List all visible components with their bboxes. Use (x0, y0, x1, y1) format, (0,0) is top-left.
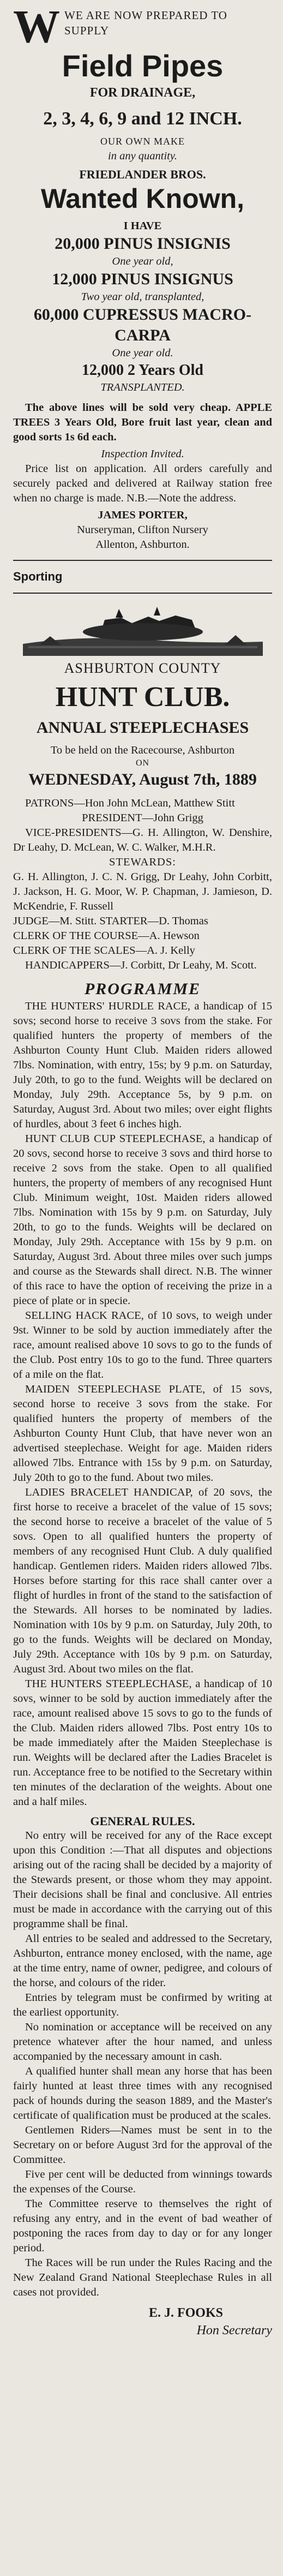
field-pipes-ad (13, 3, 272, 182)
secretary-signature (13, 2304, 272, 2339)
steeplechase-engraving (17, 601, 268, 656)
officials-line: VICE-PRESIDENTS—G. H. Allington, W. Denshire, Dr Leahy, D. McLean, W. C. Walker, M.H.R. (13, 827, 272, 853)
wanted-body: The above lines will be sold very cheap. APPLE TREES 3 Years Old, Bore fruit last year, clean and good sorts 1s 6d each. (13, 402, 272, 443)
officials-line: G. H. Allington, J. C. N. Grigg, Dr Leahy, John Corbitt, J. Jackson, H. G. Moor, W. P. Chapman, J. Jamieson, D. McKendrie, F. Russell (13, 871, 272, 912)
stock-line-2: 12,000 PINUS INSIGNUS (52, 270, 233, 288)
stock-line-8: TRANSPLANTED. (100, 381, 185, 393)
officials-line: PRESIDENT—John Grigg (82, 812, 203, 824)
own-make: OUR OWN MAKE (100, 136, 185, 147)
stock-line-5: CARPA (115, 326, 171, 344)
stock-line-3: Two year old, transplanted, (81, 291, 204, 303)
held-at: To be held on the Racecourse, Ashburton (50, 744, 235, 756)
friedlander-signature: FRIEDLANDER BROS. (79, 168, 206, 181)
hunt-title-1: ASHBURTON COUNTY (64, 660, 221, 676)
programme-item: HUNT CLUB CUP STEEPLECHASE, a handicap of 20 sovs, second horse to receive 3 sovs and third horse to receive 2 sovs from the stake. Open to all qualified hunters, the property of members of any recognised Hunt Club. Minimum weight, 10st. Maiden riders allowed 7lbs. Nomination with 15s by 9 p.m. on Saturday, July 20th, to go to the funds. Weights will be declared on Monday, July 29th. Acceptance with 15s by 9 p.m. on Saturday, August 3rd. About three miles over such jumps and course as the Stewards shall direct. N.B. The winner of this race to have the option of receiving the prize in a piece of plate or in specie. (13, 1133, 272, 1307)
porter-trade: Nurseryman, Clifton Nursery (77, 524, 208, 536)
rule-item: The Races will be run under the Rules Racing and the New Zealand Grand National Steeplechase Rules in all cases not provided. (13, 2257, 272, 2298)
field-pipes-headline: Field Pipes (62, 49, 224, 83)
any-quantity: in any quantity. (108, 150, 177, 162)
signature-name: E. J. FOOKS (148, 2306, 223, 2320)
hunt-title-3: ANNUAL STEEPLECHASES (36, 719, 249, 737)
ad-intro: W WE ARE NOW PREPARED TO SUPPLY (13, 3, 272, 47)
officials-line: HANDICAPPERS—J. Corbitt, Dr Leahy, M. Scott. (25, 959, 257, 971)
divider (13, 593, 272, 594)
rule-item: No entry will be received for any of the Race except upon this Condition :—That all disputes and objections arising out of the racing shall be decided by a majority of the Stewards present, or those whom they may appoint. Their decisions shall be final and conclusive. All entries must be made in accordance with the carrying out of this programme shall be final. (13, 1830, 272, 1930)
stock-line-0: 20,000 PINUS INSIGNIS (55, 235, 231, 253)
rule-item: A qualified hunter shall mean any horse that has been fairly hunted at least three times with any recognised pack of hounds during the season 1889, and the Master's certificate of qualification must be produced at the scales. (13, 2065, 272, 2121)
price-list: Price list on application. All orders carefully and securely packed and delivered at Railway station free when no charge is made. N.B.—Note the address. (13, 463, 272, 504)
rules-title: GENERAL RULES. (90, 1814, 195, 1828)
signature-title: Hon Secretary (196, 2323, 272, 2338)
wanted-known-headline: Wanted Known, (40, 183, 245, 214)
race-date: WEDNESDAY, August 7th, 1889 (28, 770, 257, 788)
rule-item: Entries by telegram must be confirmed by writing at the earliest opportunity. (13, 1992, 272, 2018)
stock-line-7: 12,000 2 Years Old (82, 362, 203, 379)
intro-text: WE ARE NOW PREPARED TO SUPPLY (64, 9, 227, 37)
sporting-section-label: Sporting (13, 570, 63, 583)
officials-line: STEWARDS: (109, 856, 176, 868)
inspection-invited: Inspection Invited. (101, 448, 184, 460)
porter-address: Allenton, Ashburton. (95, 539, 190, 551)
hunt-title-2: HUNT CLUB. (55, 682, 230, 713)
stock-line-6: One year old. (112, 347, 173, 359)
programme-list (13, 999, 272, 1809)
officials-line: PATRONS—Hon John McLean, Matthew Stitt (25, 797, 235, 809)
programme-item: LADIES BRACELET HANDICAP, of 20 sovs, the first horse to receive a bracelet of the value of 15 sovs; the second horse to receive a bracelet of the value of 5 sovs. Open to all qualified hunters the property of members of any recognised Hunt Club. A duly qualified handicap. Gentlemen riders. Maiden riders allowed 7lbs. Horses before starting for this race shall canter over a flight of hurdles in front of the stand to the satisfaction of the Stewards. All horses to be nominated by ladies. Nomination with 10s by 9 p.m. on Saturday, July 20th, to go to the funds. Weights will be declared on Monday, July 29th. Acceptance with 10s by 9 p.m. on Saturday, August 3rd. About two miles on the flat. (13, 1486, 272, 1675)
stock-line-1: One year old, (112, 255, 173, 267)
rule-item: All entries to be sealed and addressed to the Secretary, Ashburton, entrance money enclosed, with the name, age at the time entry, name of owner, pedigree, and colours of the horse, and colours of the rider. (13, 1933, 272, 1989)
programme-item: SELLING HACK RACE, of 10 sovs, to weigh under 9st. Winner to be sold by auction immediately after the race, amount realised above 10 sovs to go to the funds of the Club. Post entry 10s to go to the fund. Three quarters of a mile on the flat. (13, 1310, 272, 1380)
programme-item: THE HUNTERS' HURDLE RACE, a handicap of 15 sovs; second horse to receive 3 sovs from the stake. For qualified hunters the property of members of the Ashburton County Hunt Club. Maiden riders allowed 7lbs. Nomination, with entry, 15s; by 9 p.m. on Saturday, July 20th, to go to the fund. Weights will be declared on Monday, July 29th. Acceptance 5s, by 9 p.m. on Saturday, August 3rd. About two miles; over eight flights of hurdles, about 3 feet 6 inches high. (13, 1000, 272, 1130)
rule-item: Five per cent will be deducted from winnings towards the expenses of the Course. (13, 2168, 272, 2195)
rule-item: No nomination or acceptance will be received on any pretence whatever after the hour named, and unless accompanied by the necessary amount in cash. (13, 2021, 272, 2063)
rule-item: The Committee reserve to themselves the right of refusing any entry, and in the event of bad weather of postponing the races from day to day or for any longer period. (13, 2198, 272, 2254)
officials-line: JUDGE—M. Stitt. STARTER—D. Thomas (13, 915, 208, 927)
rule-item: Gentlemen Riders—Names must be sent in to the Secretary on or before August 3rd for the approval of the Committee. (13, 2124, 272, 2166)
rules-list (13, 1828, 272, 2300)
on-label: ON (135, 758, 150, 768)
programme-title: PROGRAMME (84, 980, 201, 998)
for-drainage: FOR DRAINAGE, (89, 86, 196, 100)
pipe-sizes: 2, 3, 4, 6, 9 and 12 INCH. (43, 109, 242, 129)
stock-line-4: 60,000 CUPRESSUS MACRO- (33, 306, 252, 324)
programme-item: MAIDEN STEEPLECHASE PLATE, of 15 sovs, second horse to receive 3 sovs from the stake. For qualified hunters the property of members of the Ashburton County Hunt Club, that have never won an advertised steeplechase. Weight for age. Maiden riders allowed 7lbs. Entrance with 15s by 9 p.m. on Saturday, July 20th to go to the fund. About two miles. (13, 1383, 272, 1484)
hunt-club-ad (13, 601, 272, 2339)
programme-item: THE HUNTERS STEEPLECHASE, a handicap of 10 sovs, winner to be sold by auction immediately after the race, amount realised above 15 sovs to go to the funds of the Club. Maiden riders allowed 7lbs. Post entry 10s to be made immediately after the Maiden Steeplechase is run. Weights will be declared after the Ladies Bracelet is run. Acceptance free to be notified to the Secretary within ten minutes of the declaration of the weights. About one and a half miles. (13, 1678, 272, 1808)
divider (13, 560, 272, 561)
i-have: I HAVE (123, 220, 162, 232)
officials-line: CLERK OF THE COURSE—A. Hewson (13, 930, 200, 942)
officials-list (13, 796, 272, 973)
wanted-known-ad (13, 183, 272, 552)
porter-signature: JAMES PORTER, (98, 509, 188, 521)
officials-line: CLERK OF THE SCALES—A. J. Kelly (13, 945, 195, 957)
